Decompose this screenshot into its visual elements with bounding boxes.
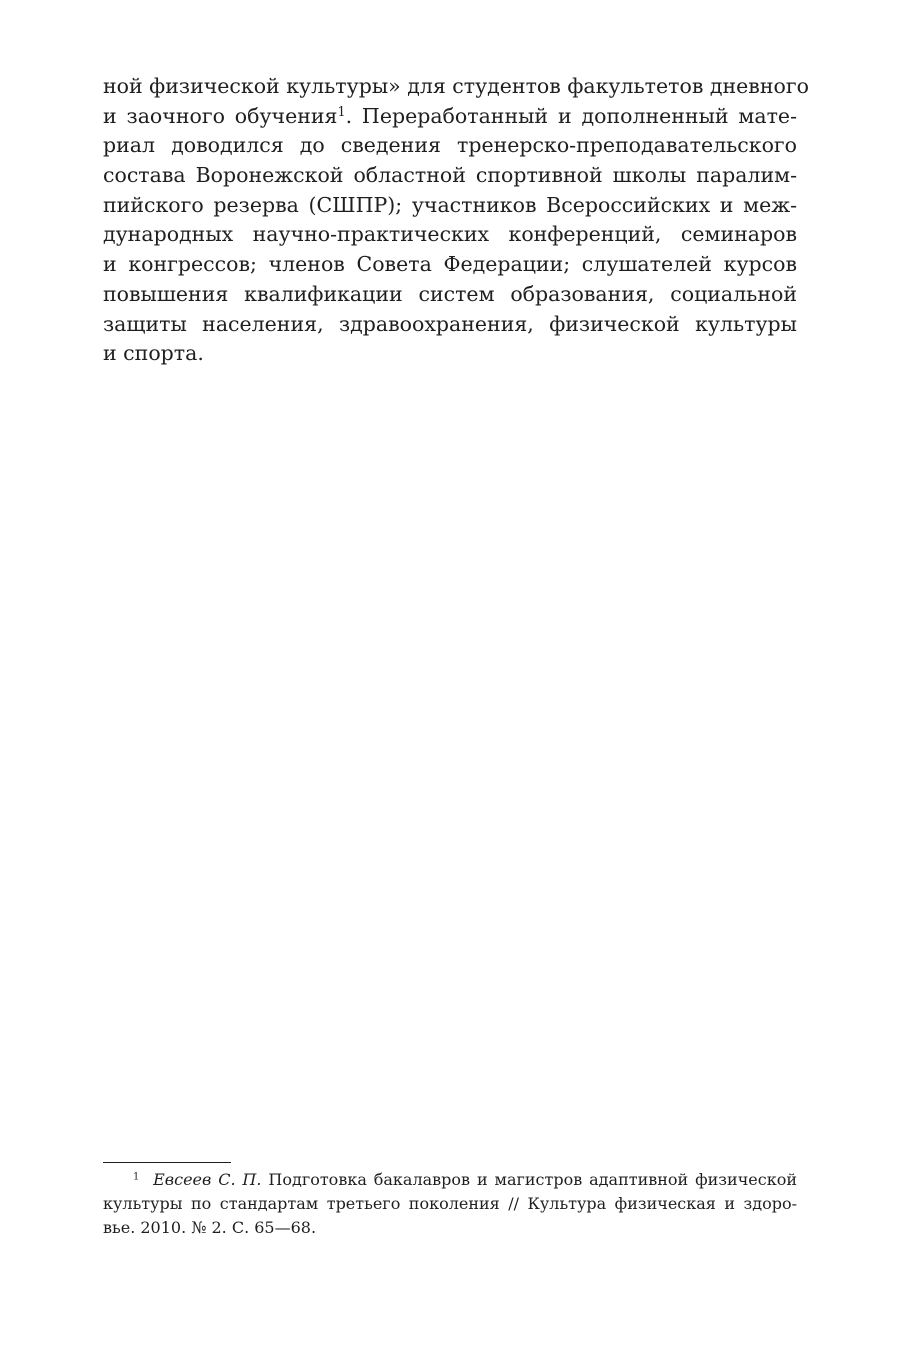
footnote-line: культуры по стандартам третьего поколения // Культура физическая и здоро- [103, 1194, 797, 1213]
body-line [103, 102, 797, 132]
body-line: риал доводился до сведения тренерско-преподавательского [103, 133, 797, 158]
footnote-separator [103, 1162, 231, 1163]
body-line: пийского резерва (СШПР); участников Всероссийских и меж- [103, 192, 797, 217]
body-line: защиты населения, здравоохранения, физической культуры [103, 311, 797, 336]
footnote-reference[interactable]: 1 [337, 103, 346, 119]
footnote-author: Евсеев С. П. [153, 1170, 262, 1189]
footnote-text: Подготовка бакалавров и магистров адаптивной физической [261, 1170, 798, 1189]
body-text [103, 72, 809, 369]
footnote [103, 1168, 797, 1240]
footnote-line [103, 1168, 797, 1192]
footnote-line: вье. 2010. № 2. С. 65—68. [103, 1218, 317, 1237]
body-line: ной физической культуры» для студентов факультетов дневного [103, 74, 809, 98]
body-line: и спорта. [103, 341, 204, 366]
body-line: дународных научно-практических конференций, семинаров [103, 222, 797, 247]
footnote-number: 1 [133, 1171, 140, 1183]
body-line-text: и заочного обучения [103, 103, 338, 128]
body-line: состава Воронежской областной спортивной школы паралим- [103, 163, 797, 188]
body-line: повышения квалификации систем образования, социальной [103, 281, 797, 306]
body-line-text: . Переработанный и дополненный мате- [345, 103, 797, 128]
body-line: и конгрессов; членов Совета Федерации; слушателей курсов [103, 252, 797, 277]
